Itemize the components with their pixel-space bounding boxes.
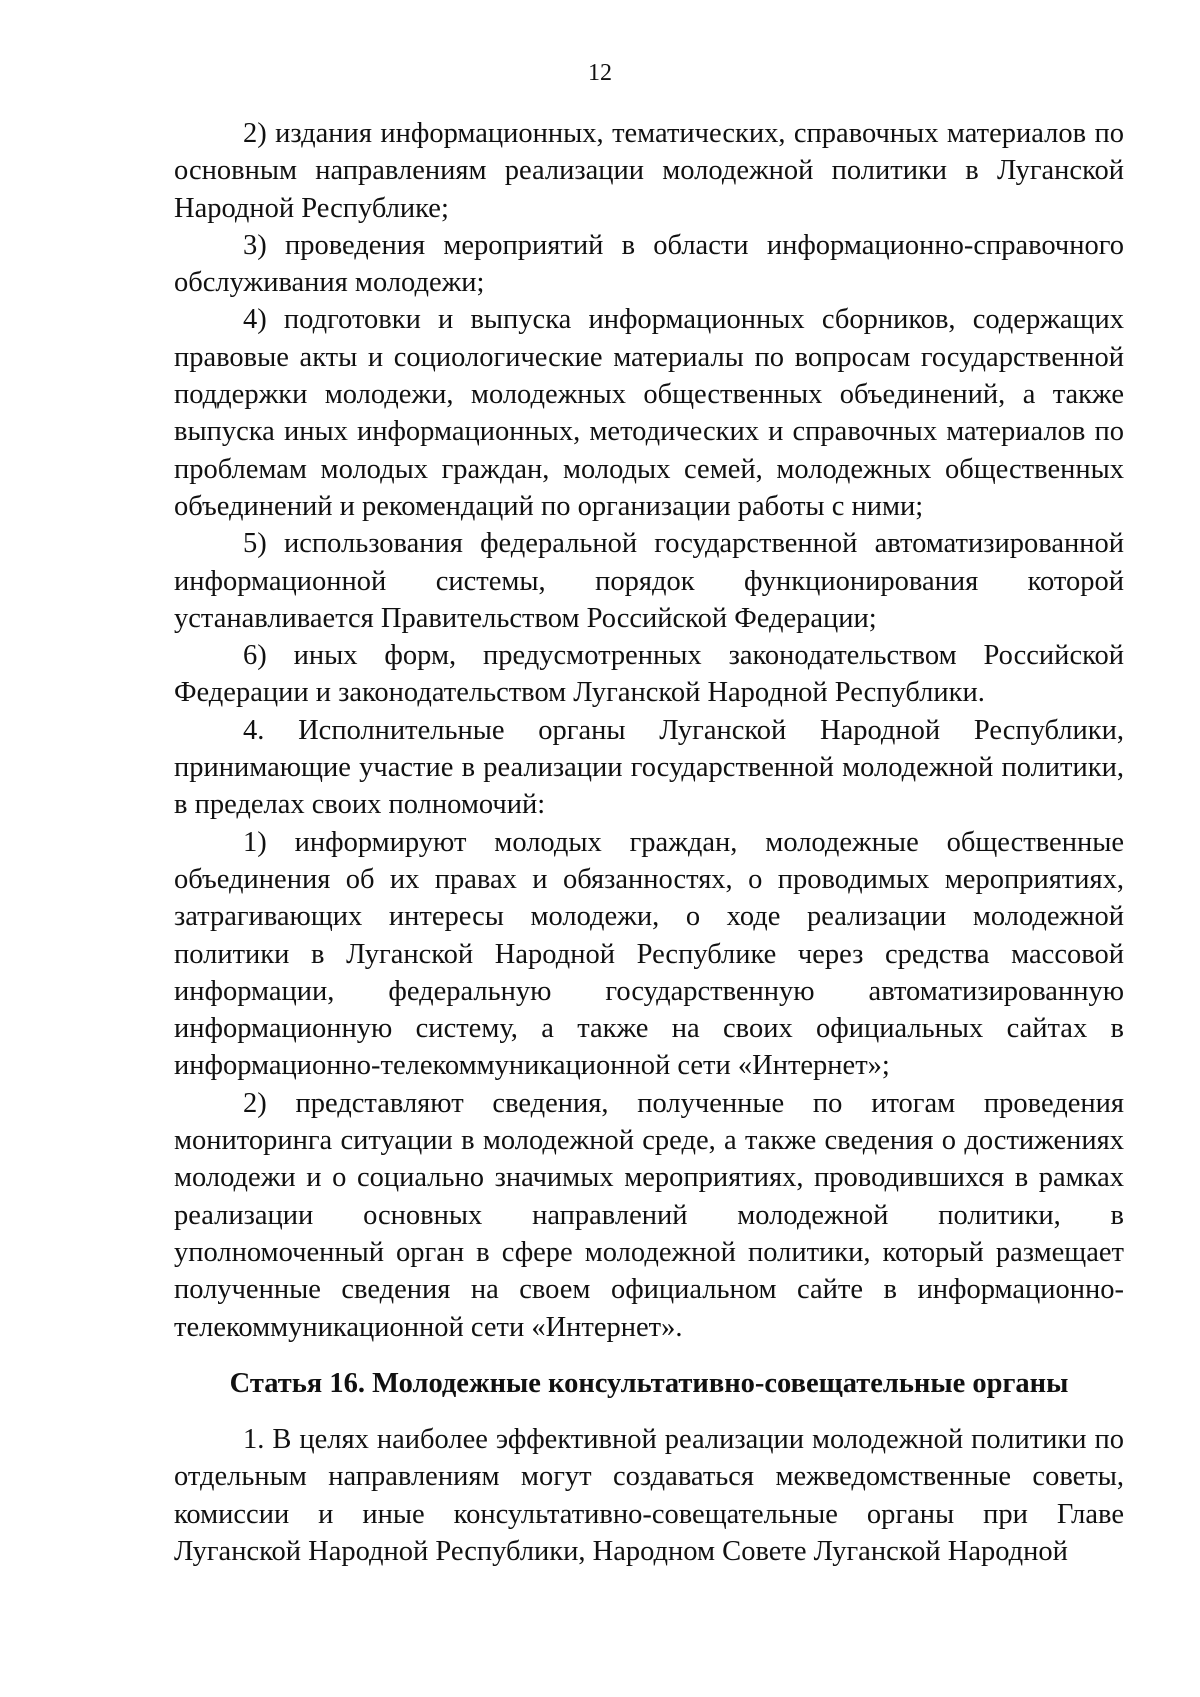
page-number: 12: [588, 60, 612, 86]
list-item-1-inform: 1) информируют молодых граждан, молодежные общественные объединения об их правах и обязанностях, о проводимых мероприятиях, затрагивающих интересы молодежи, о ходе реализации молодежной политики в Луганской Народной Республике через средства массовой информации, федеральную государственную автоматизированную информационную систему, а также на своих официальных сайтах в информационно-телекоммуникационной сети «Интернет»;: [174, 826, 1124, 1082]
list-item-3-events: 3) проведения мероприятий в области информационно-справочного обслуживания молодежи;: [174, 229, 1124, 299]
article-heading: Статья 16. Молодежные консультативно-совещательные органы: [229, 1367, 1069, 1399]
clause-4-executive-bodies: 4. Исполнительные органы Луганской Народной Республики, принимающие участие в реализации государственной молодежной политики, в пределах своих полномочий:: [174, 714, 1124, 821]
list-item-4-collections: 4) подготовки и выпуска информационных сборников, содержащих правовые акты и социологические материалы по вопросам государственной поддержки молодежи, молодежных общественных объединений, а также выпуска иных информационных, методических и справочных материалов по проблемам молодых граждан, молодых семей, молодежных общественных объединений и рекомендаций по организации работы с ними;: [174, 304, 1124, 522]
list-item-6-other-forms: 6) иных форм, предусмотренных законодательством Российской Федерации и законодательством Луганской Народной Республики.: [174, 640, 1124, 709]
list-item-2-submit-data: 2) представляют сведения, полученные по итогам проведения мониторинга ситуации в молодежной среде, а также сведения о достижениях молодежи и о социально значимых мероприятиях, проводившихся в рамках реализации основных направлений молодежной политики, в уполномоченный орган в сфере молодежной политики, который размещает полученные сведения на своем официальном сайте в информационно-телекоммуникационной сети «Интернет».: [174, 1087, 1124, 1343]
document-body: [174, 115, 1124, 1570]
clause-1-advisory-bodies: 1. В целях наиболее эффективной реализации молодежной политики по отдельным направлениям могут создаваться межведомственные советы, комиссии и иные консультативно-совещательные органы при Главе Луганской Народной Республики, Народном Совете Луганской Народной: [174, 1424, 1124, 1567]
list-item-2-publications: 2) издания информационных, тематических, справочных материалов по основным направлениям реализации молодежной политики в Луганской Народной Республике;: [174, 118, 1124, 224]
list-item-5-information-system: 5) использования федеральной государственной автоматизированной информационной системы, порядок функционирования которой устанавливается Правительством Российской Федерации;: [174, 528, 1124, 634]
